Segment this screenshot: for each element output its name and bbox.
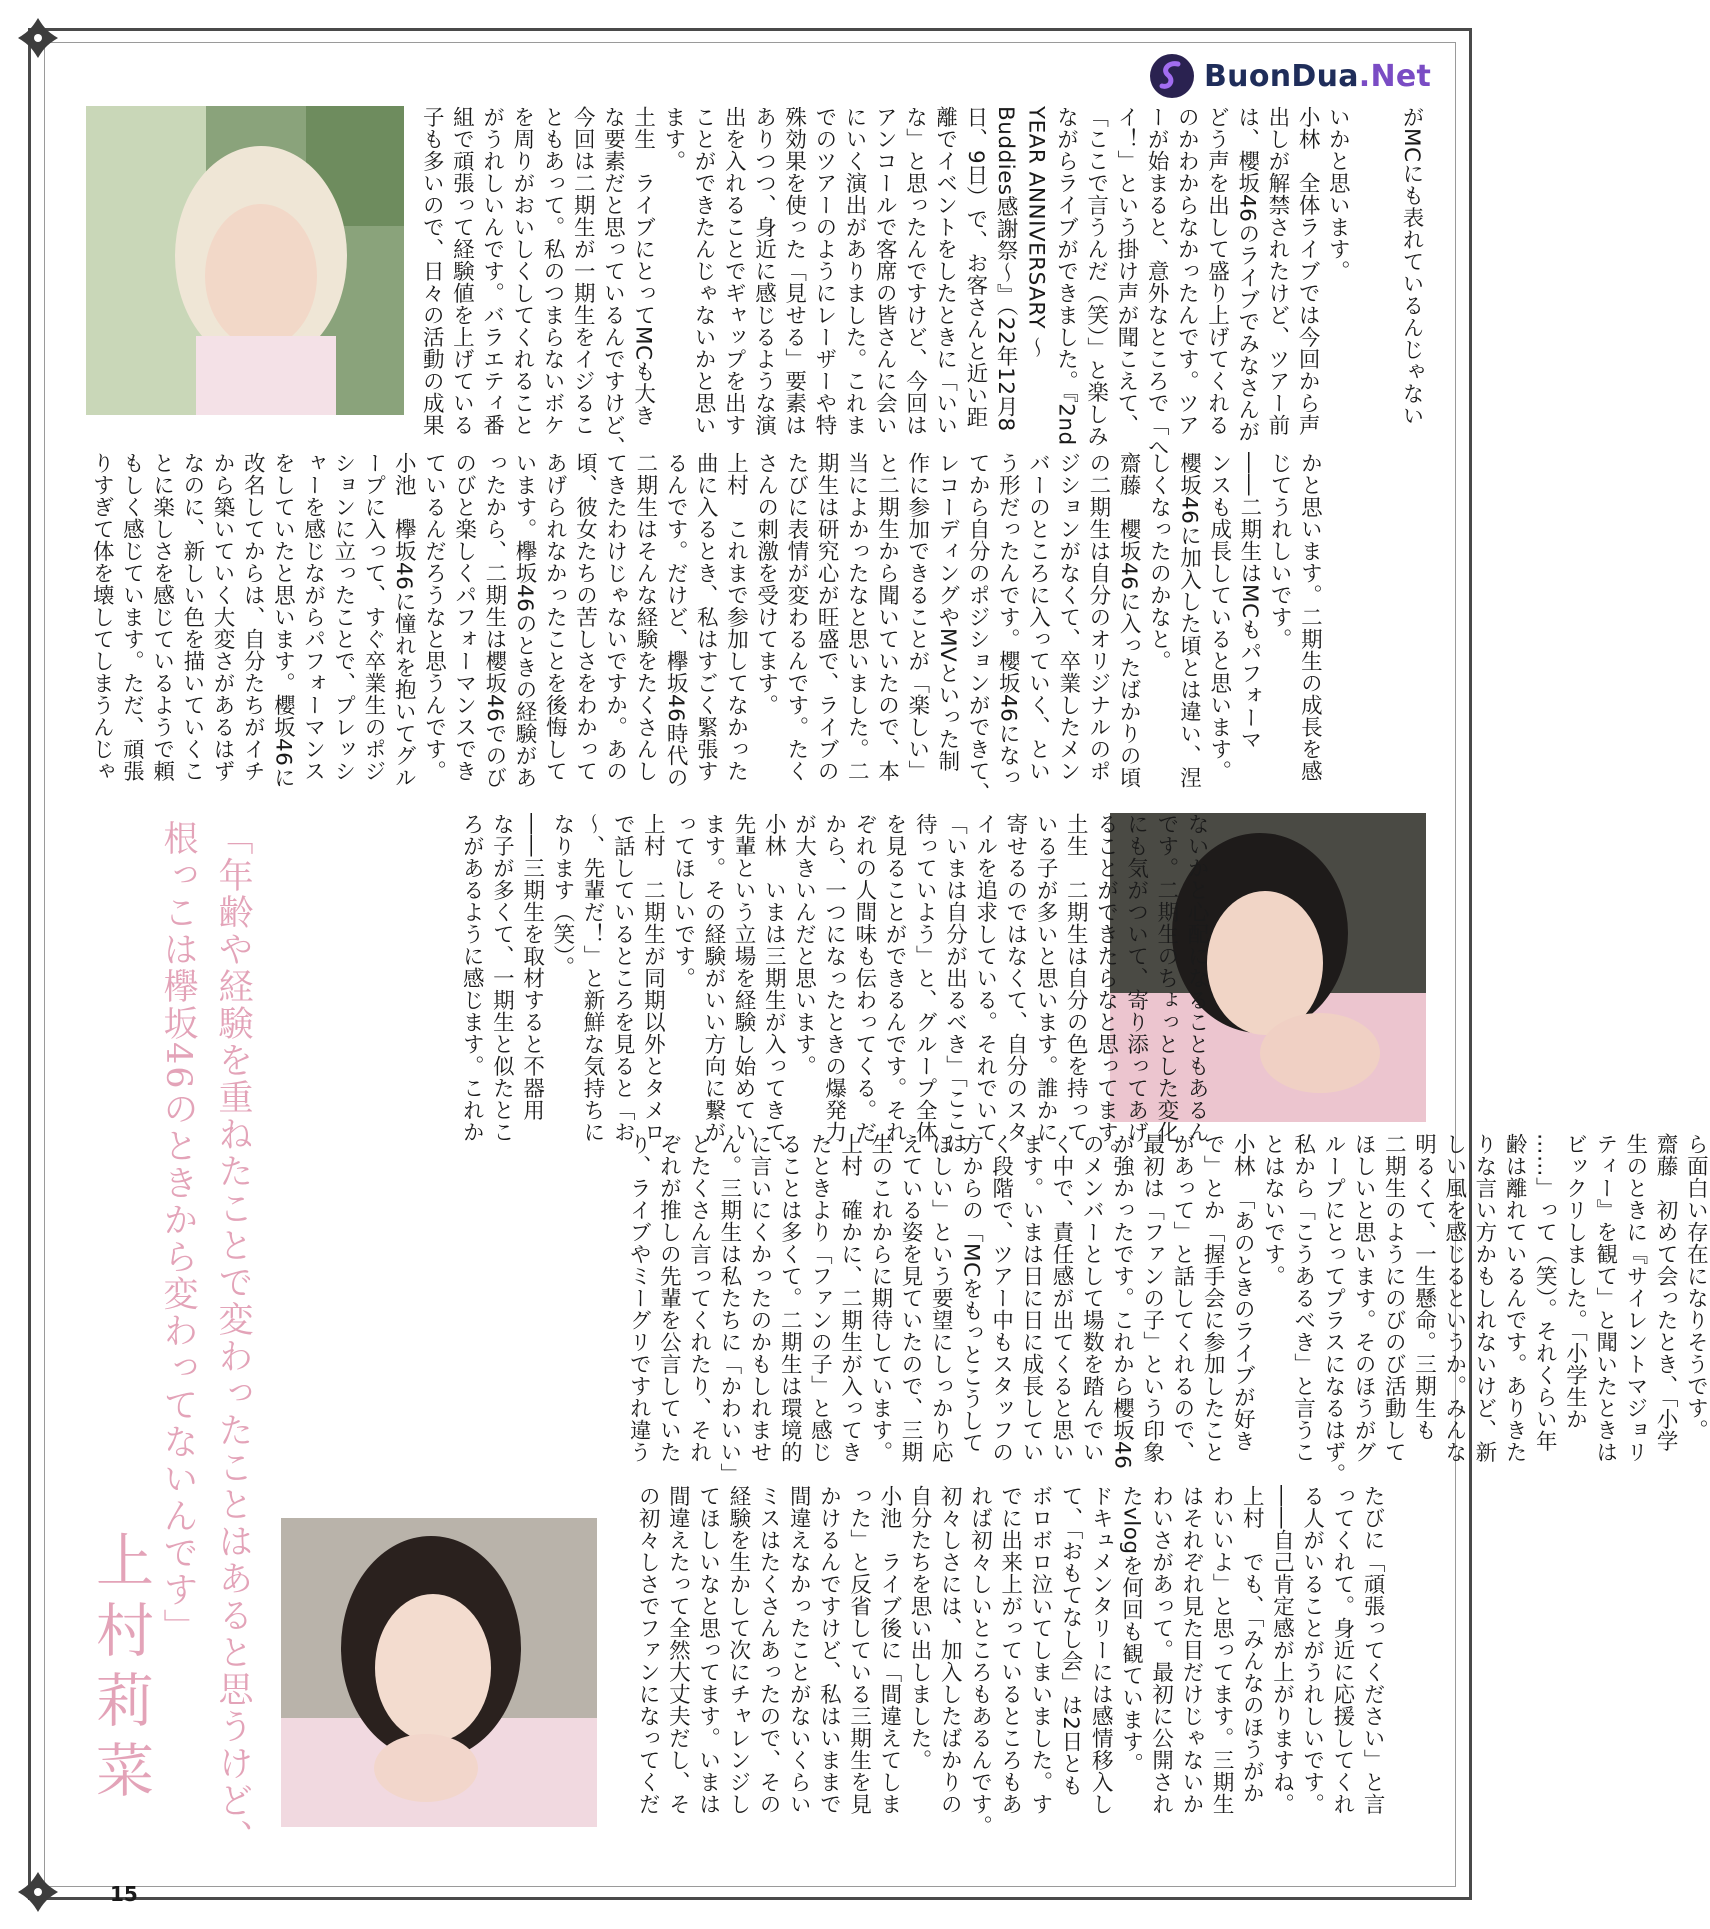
corner-ornament-icon [14, 14, 62, 62]
logo-name: BuonDua [1204, 58, 1359, 94]
site-logo-text [1204, 59, 1431, 94]
speaker-name: 上村莉菜 [86, 1530, 154, 1810]
member-photo-top [86, 106, 404, 415]
article-text-block-upper: かと思います。二期生の成長を感 じてうれしいです。 ――二期生はMCもパフォーマ ンスも成長していると思います。 櫻坂46に加入した頃とは違い、涅 しくなったのかなと。 齋藤 櫻坂46に入ったばかりの頃 の二期生は自分のオリジナルのポ ジションがなくて、卒業したメン バーのところに入っていく、とい う形だったんです。櫻坂46になっ てから自分のポジションができて、 レコーディングやMVといった制 作に参加できることが「楽しい」 と二期生から聞いていたので、本 当によかったなと思いました。二 期生は研究心が旺盛で、ライブの たびに表情が変わるんです。たく さんの刺激を受けてます。 上村 これまで参加してなかった 曲に入るとき、私はすごく緊張す るんです。だけど、欅坂46時代の 二期生はそんな経験をたくさんし てきたわけじゃないですか。あの 頃、彼女たちの苦しさをわかって あげられなかったことを後悔して います。欅坂46のときの経験があ ったから、二期生は櫻坂46でのび のびと楽しくパフォーマンスでき ているんだろうなと思うんです。 小池 欅坂46に憧れを抱いてグル ープに入って、すぐ卒業生のポジ ションに立ったことで、プレッシ ャーを感じながらパフォーマンス をしていたと思います。櫻坂46に 改名してからは、自分たちがイチ から築いていく大変さがあるはず なのに、新しい色を描いていくこ とに楽しさを感じているようで頼 もしく感じています。ただ、頑張 りすぎて体を壊してしまうんじゃ [89, 452, 1323, 804]
corner-ornament-icon [14, 1868, 62, 1916]
article-text-block-bottom: たびに「頑張ってください」と言 ってくれて。身近に応援してくれ る人がいることがうれしいです。 ――自己肯定感が上がりますね。 上村 でも、「みんなのほうがか わいいよ」と思ってます。三期生 はそれぞれ見た目だけじゃないか わいさがあって。最初に公開され たvlogを何回も観ています。 ドキュメンタリーには感情移入し て、「おもてなし会」は2日とも ボロボロ泣いてしまいました。す でに出来上がっているところもあ れば初々しいところもあるんです。 初々しさには、加入したばかりの 自分たちを思い出しました。 小池 ライブ後に「間違えてしま った」と反省している三期生を見 かけるんですけど、私はいままで 間違えなかったことがないくらい ミスはたくさんあったので、その 経験を生かして次にチャレンジし てほしいなと思ってます。いまは 間違えたって全然大丈夫だし、そ の初々しさでファンになってくだ [635, 1485, 1386, 1837]
logo-suffix: .Net [1358, 58, 1432, 94]
pull-quote: 「年齢や経験を重ねたことで変わったことはあると思うけど、 根っこは欅坂46のときから変わってないんです」 [158, 820, 253, 1856]
article-text-block-lower: ら面白い存在になりそうです。 齋藤 初めて会ったとき、「小学 生のときに『サイレントマジョリ ティー』を観て」と聞いたときは ビックリしました。「小学生か ……」って（笑）。それくらい年 齢は離れているんです。ありきた りな言い方かもしれないけど、新 しい風を感じるというか。みんな 明るくて、一生懸命。三期生も 二期生のようにのびのび活動して ほしいと思います。そのほうがグ ループにとってプラスになるはず。 私から「こうあるべき」と言うこ とはないです。 小林 「あのときのライブが好き で」とか「握手会に参加したこと があって」と話してくれるので、 最初は「ファンの子」という印象 が強かったです。これから櫻坂46 のメンバーとして場数を踏んでい く中で、責任感が出てくると思い ます。いまは日に日に成長してい く段階で、ツアー中もスタッフの 方からの「MCをもっとこうして ほしい」という要望にしっかり応 えている姿を見ていたので、三期 生のこれからに期待しています。 上村 確かに、二期生が入ってき たときより「ファンの子」と感じ ることは多くて。二期生は環境的 に言いにくかったのかもしれませ ん。三期生は私たちに「かわいい」 とたくさん言ってくれたり、それ ぞれが推しの先輩を公言していた り、ライブやミーグリですれ違う [626, 1133, 1709, 1485]
buondua-logo-icon [1148, 52, 1196, 100]
article-text-block-top-left: いかと思います。 小林 全体ライブでは今回から声 出しが解禁されたけど、ツアー前 は、櫻坂46のライブでみなさんが どう声を出して盛り上げてくれる のかわからなかったんです。ツア ーが始まると、意外なところで「へ イ！」という掛け声が聞こえて、 「ここで言うんだ（笑）」と楽しみ ながらライブができました。『2nd YEAR ANNIVERSARY ～ Buddies感謝祭～』（22年12月8 日、9日）で、お客さんと近い距 離でイベントをしたときに「いい な」と思ったんですけど、今回は アンコールで客席の皆さんに会い にいく演出がありました。これま でのツアーのようにレーザーや特 殊効果を使った「見せる」要素は ありつつ、身近に感じるような演 出を入れることでギャップを出す ことができたんじゃないかと思い ます。 土生 ライブにとってMCも大き な要素だと思っているんですけど、 今回は二期生が一期生をイジるこ ともあって。私のつまらないボケ を周りがおいしくしてくれること がうれしいんです。バラエティ番 組で頑張って経験値を上げている 子も多いので、日々の活動の成果 [419, 106, 1351, 458]
page-number: 15 [110, 1882, 138, 1906]
member-photo-bottom [281, 1518, 597, 1827]
site-logo[interactable] [1148, 52, 1431, 100]
article-text-block-right-lead: がMCにも表れているんじゃない [1399, 106, 1424, 427]
article-text-block-middle: ないかと心配になることもあるん です。二期生のちょっとした変化 にも気がついて、寄り添ってあげ ることができたらなと思ってます。 土生 二期生は自分の色を持って いる子が多いと思います。誰かに 寄せるのではなくて、自分のスタ イルを追求している。それでいて 「いまは自分が出るべき」「ここは 待っていよう」と、グループ全体 を見ることができるんです。それ ぞれの人間味も伝わってくる。だ から、一つになったときの爆発力 が大きいんだと思います。 小林 いまは三期生が入ってきて、 先輩という立場を経験し始めてい ます。その経験がいい方向に繋が ってほしいです。 上村 二期生が同期以外とタメロ で話しているところを見ると「お ～、先輩だ！」と新鮮な気持ちに なります（笑）。 ――三期生を取材すると不器用 な子が多くて、一期生と似たとこ ろがあるように感じます。これか [459, 813, 1210, 1165]
